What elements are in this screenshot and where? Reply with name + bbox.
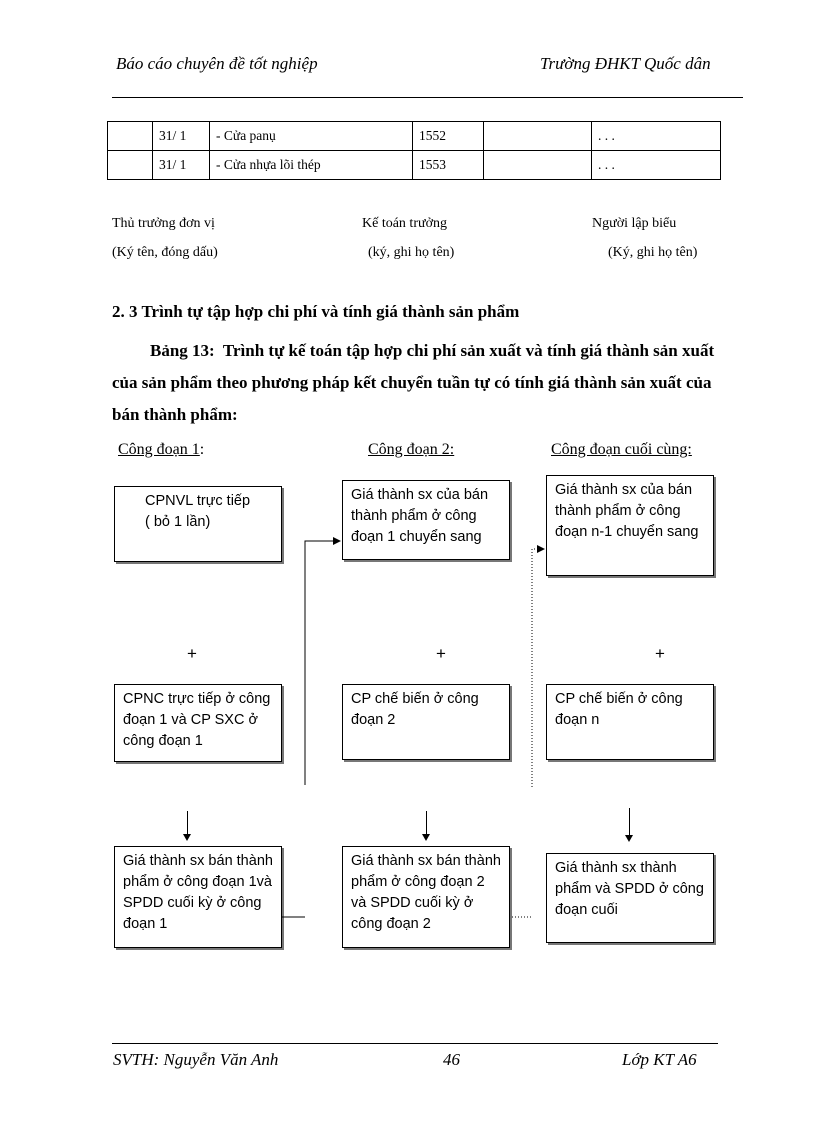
footer-author: SVTH: Nguyễn Văn Anh — [113, 1050, 279, 1069]
table13-text: Trình tự kế toán tập hợp chi phí sản xuất và tính giá thành sản xuất của sản phẩm theo phương pháp kết chuyển tuần tự có tính giá thành sản xuất của bán thành phẩm: — [112, 341, 715, 424]
plus-sign-col3: + — [655, 644, 665, 663]
connector-stage2-to-last — [532, 549, 544, 787]
box-processing-cost-stage2: CP chế biến ở công đoạn 2 — [342, 684, 510, 760]
table-cell: . . . — [592, 151, 721, 180]
box-transferred-cost-stage-n-minus-1: Giá thành sx của bán thành phẩm ở công đoạn n-1 chuyển sang — [546, 475, 714, 576]
footer-rule — [112, 1043, 718, 1044]
table-cell: . . . — [592, 122, 721, 151]
signature-title-chief-accountant: Kế toán trưởng — [362, 216, 447, 231]
signature-note-preparer: (Ký, ghi họ tên) — [608, 245, 698, 260]
table-cell: - Cửa nhựa lõi thép — [210, 151, 413, 180]
plus-sign-col1: + — [187, 644, 197, 663]
plus-sign-col2: + — [436, 644, 446, 663]
footer-class: Lớp KT A6 — [622, 1050, 697, 1069]
box-labor-overhead-stage1: CPNC trực tiếp ở công đoạn 1 và CP SXC ở công đoạn 1 — [114, 684, 282, 762]
signature-note-chief-accountant: (ký, ghi họ tên) — [368, 245, 455, 260]
table-cell: 1553 — [413, 151, 484, 180]
box-semi-product-cost-stage2: Giá thành sx bán thành phẩm ở công đoạn 2 và SPDD cuối kỳ ở công đoạn 2 — [342, 846, 510, 948]
box-transferred-cost-stage1: Giá thành sx của bán thành phẩm ở công đoạn 1 chuyển sang — [342, 480, 510, 560]
stage-1-label: Công đoạn 1 — [118, 441, 200, 458]
table-cell: 1552 — [413, 122, 484, 151]
box-semi-product-cost-stage1: Giá thành sx bán thành phẩm ở công đoạn 1và SPDD cuối kỳ ở công đoạn 1 — [114, 846, 282, 948]
box-final-product-cost: Giá thành sx thành phẩm và SPDD ở công đoạn cuối — [546, 853, 714, 943]
signature-note-unit-head: (Ký tên, đóng dấu) — [112, 245, 218, 260]
table-cell: - Cửa panụ — [210, 122, 413, 151]
stage-1-colon: : — [199, 441, 205, 458]
box-processing-cost-stage-n-text: CP chế biến ở công đoạn n — [555, 691, 683, 728]
header-left: Báo cáo chuyên đề tốt nghiệp — [116, 54, 318, 73]
signature-title-unit-head: Thủ trưởng đơn vị — [112, 216, 215, 231]
signature-title-preparer: Người lập biểu — [592, 216, 677, 231]
footer-page-number: 46 — [443, 1050, 460, 1069]
table-cell: 31/ 1 — [153, 122, 210, 151]
table13-label: Bảng 13: — [150, 341, 215, 360]
table-cell: 31/ 1 — [153, 151, 210, 180]
section-title: 2. 3 Trình tự tập hợp chi phí và tính giá thành sản phẩm — [112, 302, 520, 321]
box-direct-material-cost: CPNVL trực tiếp ( bỏ 1 lần) — [114, 486, 282, 562]
stage-last-heading: Công đoạn cuối cùng: — [551, 441, 692, 458]
header-right: Trường ĐHKT Quốc dân — [540, 54, 711, 73]
connector-stage1-to-stage2 — [305, 541, 340, 785]
stage-2-heading: Công đoạn 2: — [368, 441, 455, 458]
